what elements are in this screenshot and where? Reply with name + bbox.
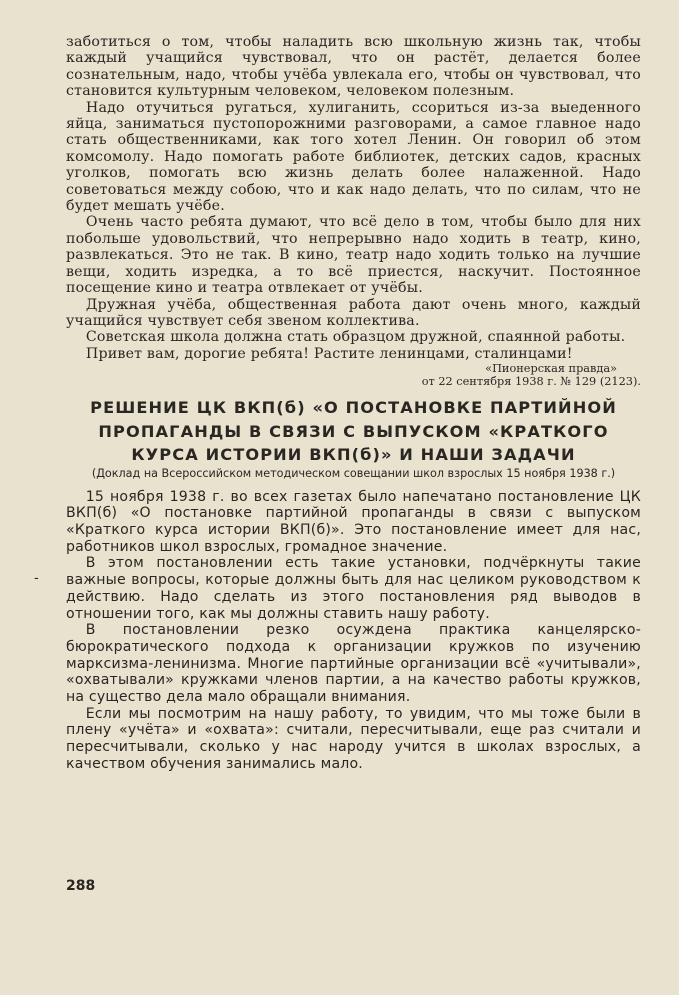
margin-mark: - (34, 570, 39, 586)
article-body (66, 489, 641, 773)
paragraph: Если мы посмотрим на нашу работу, то увидим, что мы тоже были в плену «учёта» и «охвата»: считали, пересчитывали, еще раз считали и пересчитывали, сколько у нас народу учится в школах взрослых, а качеством обучения занимались мало. (66, 705, 641, 772)
paragraph: 15 ноября 1938 г. во всех газетах было напечатано постановление ЦК ВКП(б) «О постановке партийной пропаганды в связи с выпуском «Краткого курса истории ВКП(б)». Это постановление имеет для нас, работников школ взрослых, громадное значение. (66, 488, 641, 555)
source-citation (66, 362, 641, 388)
article-subtitle: (Доклад на Всероссийском методическом совещании школ взрослых 15 ноября 1938 г.) (91, 466, 616, 480)
paragraph: заботиться о том, чтобы наладить всю школьную жизнь так, чтобы каждый учащийся чувствовал, что он растёт, делается более сознательным, надо, чтобы учёба увлекала его, чтобы он чувствовал, что становится культурным человеком, человеком полезным. (66, 34, 641, 100)
paragraph: Привет вам, дорогие ребята! Растите ленинцами, сталинцами! (85, 345, 573, 362)
source-date: от 22 сентября 1938 г. № 129 (2123). (421, 375, 641, 389)
page-number: 288 (66, 878, 96, 894)
paragraph: В постановлении резко осуждена практика канцелярско-бюрократического подхода к организации кружков по изучению марксизма-ленинизма. Многие партийные организации всё «учитывали», «охватывали» кружками членов партии, а на качество работы кружков, на существо дела мало обращали внимания. (66, 622, 641, 706)
article-title: РЕШЕНИЕ ЦК ВКП(б) «О ПОСТАНОВКЕ ПАРТИЙНОЙ ПРОПАГАНДЫ В СВЯЗИ С ВЫПУСКОМ «КРАТКОГО КУРСА ИСТОРИИ ВКП(б)» И НАШИ ЗАДАЧИ (90, 398, 617, 465)
article-continuation (66, 34, 641, 388)
paragraph: Надо отучиться ругаться, хулиганить, ссориться из-за выеденного яйца, заниматься пустопорожними разговорами, а самое главное надо стать общественниками, как того хотел Ленин. Он говорил об этом комсомолу. Надо помогать работе библиотек, детских садов, красных уголков, помогать всю жизнь делать более налаженной. Надо советоваться между собою, что и как надо делать, что по силам, что не будет мешать учёбе. (66, 99, 641, 215)
paragraph: В этом постановлении есть такие установки, подчёркнуты такие важные вопросы, которые должны быть для нас целиком руководством к действию. Надо сделать из этого постановления ряд выводов в отношении того, как мы должны ставить нашу работу. (66, 555, 641, 622)
paragraph: Очень часто ребята думают, что всё дело в том, чтобы было для них побольше удовольствий, что непрерывно надо ходить в театр, кино, развлекаться. Это не так. В кино, театр надо ходить только на лучшие вещи, ходить изредка, а то всё приестся, наскучит. Постоянное посещение кино и театра отвлекает от учёбы. (66, 214, 641, 297)
paragraph: Дружная учёба, общественная работа дают очень много, каждый учащийся чувствует себя звеном коллектива. (66, 296, 641, 329)
source-name: «Пионерская правда» (485, 362, 617, 376)
paragraph: Советская школа должна стать образцом дружной, спаянной работы. (85, 329, 626, 346)
